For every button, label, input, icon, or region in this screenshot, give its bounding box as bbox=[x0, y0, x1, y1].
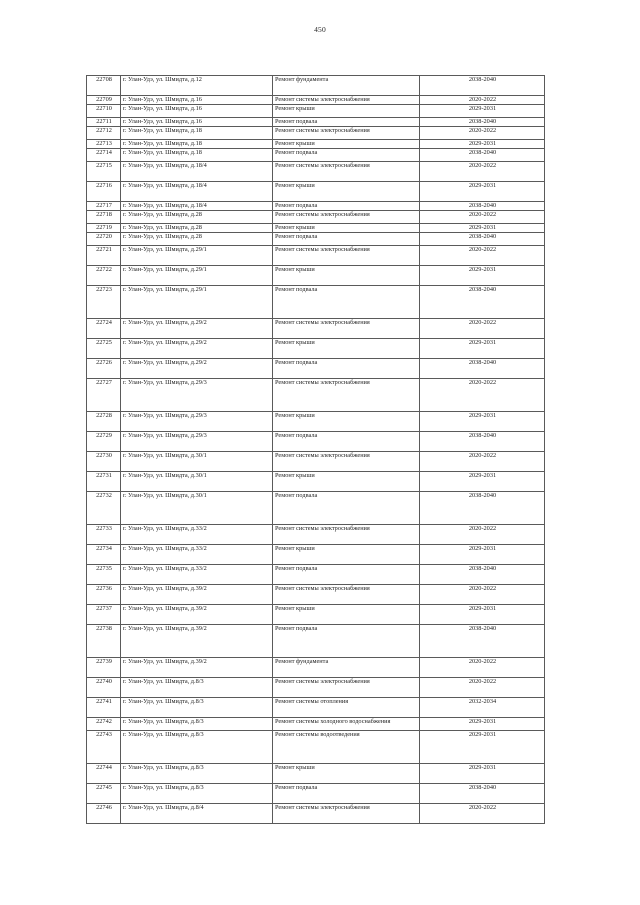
row-address: г. Улан-Удэ, ул. Шмидта, д.29/2 bbox=[121, 319, 273, 339]
row-work-type: Ремонт системы электроснабжения bbox=[273, 379, 420, 412]
table-row bbox=[87, 545, 545, 565]
row-work-type: Ремонт системы электроснабжения bbox=[273, 127, 420, 140]
row-period: 2020-2022 bbox=[420, 162, 545, 182]
row-period: 2020-2022 bbox=[420, 678, 545, 698]
row-work-type: Ремонт подвала bbox=[273, 784, 420, 804]
row-work-type: Ремонт подвала bbox=[273, 118, 420, 127]
row-address: г. Улан-Удэ, ул. Шмидта, д.30/1 bbox=[121, 492, 273, 525]
row-number: 22738 bbox=[87, 625, 121, 658]
row-work-type: Ремонт подвала bbox=[273, 432, 420, 452]
row-period: 2029-2031 bbox=[420, 731, 545, 764]
row-work-type: Ремонт системы электроснабжения bbox=[273, 585, 420, 605]
table-row bbox=[87, 246, 545, 266]
row-address: г. Улан-Удэ, ул. Шмидта, д.29/1 bbox=[121, 246, 273, 266]
row-period: 2020-2022 bbox=[420, 211, 545, 224]
row-number: 22721 bbox=[87, 246, 121, 266]
row-period: 2020-2022 bbox=[420, 585, 545, 605]
row-number: 22715 bbox=[87, 162, 121, 182]
row-period: 2020-2022 bbox=[420, 452, 545, 472]
row-number: 22743 bbox=[87, 731, 121, 764]
row-number: 22735 bbox=[87, 565, 121, 585]
row-number: 22709 bbox=[87, 96, 121, 105]
row-number: 22708 bbox=[87, 76, 121, 96]
row-work-type: Ремонт системы электроснабжения bbox=[273, 525, 420, 545]
row-work-type: Ремонт крыши bbox=[273, 224, 420, 233]
table-row bbox=[87, 492, 545, 525]
row-work-type: Ремонт подвала bbox=[273, 202, 420, 211]
table-row bbox=[87, 764, 545, 784]
row-number: 22745 bbox=[87, 784, 121, 804]
row-address: г. Улан-Удэ, ул. Шмидта, д.39/2 bbox=[121, 585, 273, 605]
row-period: 2029-2031 bbox=[420, 224, 545, 233]
row-number: 22717 bbox=[87, 202, 121, 211]
row-address: г. Улан-Удэ, ул. Шмидта, д.29/1 bbox=[121, 286, 273, 319]
row-address: г. Улан-Удэ, ул. Шмидта, д.29/2 bbox=[121, 339, 273, 359]
table-row bbox=[87, 339, 545, 359]
row-work-type: Ремонт системы отопления bbox=[273, 698, 420, 718]
row-period: 2038-2040 bbox=[420, 625, 545, 658]
table-row bbox=[87, 804, 545, 824]
row-period: 2038-2040 bbox=[420, 202, 545, 211]
row-address: г. Улан-Удэ, ул. Шмидта, д.33/2 bbox=[121, 525, 273, 545]
row-work-type: Ремонт системы электроснабжения bbox=[273, 452, 420, 472]
row-work-type: Ремонт подвала bbox=[273, 233, 420, 246]
row-work-type: Ремонт крыши bbox=[273, 140, 420, 149]
table-row bbox=[87, 359, 545, 379]
table-row bbox=[87, 162, 545, 182]
row-period: 2029-2031 bbox=[420, 412, 545, 432]
table-row bbox=[87, 605, 545, 625]
row-number: 22736 bbox=[87, 585, 121, 605]
row-number: 22712 bbox=[87, 127, 121, 140]
row-address: г. Улан-Удэ, ул. Шмидта, д.8/3 bbox=[121, 764, 273, 784]
row-work-type: Ремонт крыши bbox=[273, 105, 420, 118]
row-number: 22741 bbox=[87, 698, 121, 718]
table-row bbox=[87, 412, 545, 432]
row-work-type: Ремонт системы электроснабжения bbox=[273, 319, 420, 339]
row-period: 2020-2022 bbox=[420, 379, 545, 412]
row-number: 22718 bbox=[87, 211, 121, 224]
row-period: 2029-2031 bbox=[420, 605, 545, 625]
row-number: 22729 bbox=[87, 432, 121, 452]
row-number: 22719 bbox=[87, 224, 121, 233]
row-address: г. Улан-Удэ, ул. Шмидта, д.18/4 bbox=[121, 182, 273, 202]
row-period: 2020-2022 bbox=[420, 525, 545, 545]
table-row bbox=[87, 472, 545, 492]
row-address: г. Улан-Удэ, ул. Шмидта, д.29/3 bbox=[121, 379, 273, 412]
table-row bbox=[87, 96, 545, 105]
row-address: г. Улан-Удэ, ул. Шмидта, д.18 bbox=[121, 127, 273, 140]
row-number: 22742 bbox=[87, 718, 121, 731]
row-address: г. Улан-Удэ, ул. Шмидта, д.18/4 bbox=[121, 202, 273, 211]
table-row bbox=[87, 140, 545, 149]
row-work-type: Ремонт системы электроснабжения bbox=[273, 804, 420, 824]
table-row bbox=[87, 319, 545, 339]
row-period: 2038-2040 bbox=[420, 784, 545, 804]
row-period: 2020-2022 bbox=[420, 319, 545, 339]
row-period: 2038-2040 bbox=[420, 76, 545, 96]
row-number: 22723 bbox=[87, 286, 121, 319]
row-period: 2038-2040 bbox=[420, 286, 545, 319]
row-number: 22716 bbox=[87, 182, 121, 202]
table-row bbox=[87, 525, 545, 545]
row-period: 2038-2040 bbox=[420, 565, 545, 585]
row-address: г. Улан-Удэ, ул. Шмидта, д.18/4 bbox=[121, 162, 273, 182]
row-work-type: Ремонт системы электроснабжения bbox=[273, 96, 420, 105]
row-work-type: Ремонт крыши bbox=[273, 605, 420, 625]
table-row bbox=[87, 224, 545, 233]
row-work-type: Ремонт фундамента bbox=[273, 658, 420, 678]
row-address: г. Улан-Удэ, ул. Шмидта, д.28 bbox=[121, 233, 273, 246]
row-number: 22727 bbox=[87, 379, 121, 412]
row-work-type: Ремонт крыши bbox=[273, 266, 420, 286]
row-number: 22730 bbox=[87, 452, 121, 472]
row-number: 22725 bbox=[87, 339, 121, 359]
row-work-type: Ремонт подвала bbox=[273, 286, 420, 319]
row-work-type: Ремонт системы водоотведения bbox=[273, 731, 420, 764]
row-period: 2038-2040 bbox=[420, 118, 545, 127]
table-row bbox=[87, 678, 545, 698]
table-row bbox=[87, 118, 545, 127]
row-work-type: Ремонт крыши bbox=[273, 412, 420, 432]
row-work-type: Ремонт крыши bbox=[273, 545, 420, 565]
table-row bbox=[87, 379, 545, 412]
row-number: 22744 bbox=[87, 764, 121, 784]
table-row bbox=[87, 286, 545, 319]
row-period: 2038-2040 bbox=[420, 233, 545, 246]
row-address: г. Улан-Удэ, ул. Шмидта, д.39/2 bbox=[121, 605, 273, 625]
row-period: 2029-2031 bbox=[420, 718, 545, 731]
row-work-type: Ремонт системы электроснабжения bbox=[273, 211, 420, 224]
row-number: 22734 bbox=[87, 545, 121, 565]
page-number: 450 bbox=[314, 25, 326, 34]
row-address: г. Улан-Удэ, ул. Шмидта, д.28 bbox=[121, 224, 273, 233]
table-row bbox=[87, 565, 545, 585]
row-work-type: Ремонт крыши bbox=[273, 339, 420, 359]
row-period: 2038-2040 bbox=[420, 492, 545, 525]
row-period: 2032-2034 bbox=[420, 698, 545, 718]
table-row bbox=[87, 211, 545, 224]
table-row bbox=[87, 105, 545, 118]
table-row bbox=[87, 698, 545, 718]
row-period: 2029-2031 bbox=[420, 140, 545, 149]
row-period: 2029-2031 bbox=[420, 105, 545, 118]
row-address: г. Улан-Удэ, ул. Шмидта, д.29/2 bbox=[121, 359, 273, 379]
row-address: г. Улан-Удэ, ул. Шмидта, д.30/1 bbox=[121, 472, 273, 492]
row-number: 22746 bbox=[87, 804, 121, 824]
row-number: 22713 bbox=[87, 140, 121, 149]
table-row bbox=[87, 266, 545, 286]
row-work-type: Ремонт подвала bbox=[273, 149, 420, 162]
table-row bbox=[87, 452, 545, 472]
row-period: 2029-2031 bbox=[420, 339, 545, 359]
row-address: г. Улан-Удэ, ул. Шмидта, д.29/3 bbox=[121, 412, 273, 432]
row-number: 22724 bbox=[87, 319, 121, 339]
row-work-type: Ремонт крыши bbox=[273, 182, 420, 202]
row-work-type: Ремонт крыши bbox=[273, 472, 420, 492]
row-number: 22732 bbox=[87, 492, 121, 525]
row-period: 2020-2022 bbox=[420, 96, 545, 105]
table-row bbox=[87, 585, 545, 605]
table-body bbox=[87, 76, 545, 824]
row-address: г. Улан-Удэ, ул. Шмидта, д.28 bbox=[121, 211, 273, 224]
row-period: 2029-2031 bbox=[420, 472, 545, 492]
row-number: 22710 bbox=[87, 105, 121, 118]
row-period: 2038-2040 bbox=[420, 432, 545, 452]
row-work-type: Ремонт фундамента bbox=[273, 76, 420, 96]
row-period: 2029-2031 bbox=[420, 764, 545, 784]
row-address: г. Улан-Удэ, ул. Шмидта, д.8/3 bbox=[121, 698, 273, 718]
row-number: 22739 bbox=[87, 658, 121, 678]
row-period: 2020-2022 bbox=[420, 127, 545, 140]
row-work-type: Ремонт подвала bbox=[273, 359, 420, 379]
row-address: г. Улан-Удэ, ул. Шмидта, д.8/3 bbox=[121, 731, 273, 764]
row-address: г. Улан-Удэ, ул. Шмидта, д.12 bbox=[121, 76, 273, 96]
row-number: 22731 bbox=[87, 472, 121, 492]
row-work-type: Ремонт подвала bbox=[273, 625, 420, 658]
table-row bbox=[87, 202, 545, 211]
row-address: г. Улан-Удэ, ул. Шмидта, д.39/2 bbox=[121, 625, 273, 658]
row-address: г. Улан-Удэ, ул. Шмидта, д.30/1 bbox=[121, 452, 273, 472]
row-period: 2029-2031 bbox=[420, 545, 545, 565]
row-work-type: Ремонт подвала bbox=[273, 492, 420, 525]
row-address: г. Улан-Удэ, ул. Шмидта, д.8/3 bbox=[121, 718, 273, 731]
row-address: г. Улан-Удэ, ул. Шмидта, д.16 bbox=[121, 118, 273, 127]
row-address: г. Улан-Удэ, ул. Шмидта, д.29/3 bbox=[121, 432, 273, 452]
row-period: 2038-2040 bbox=[420, 359, 545, 379]
row-address: г. Улан-Удэ, ул. Шмидта, д.8/4 bbox=[121, 804, 273, 824]
row-number: 22711 bbox=[87, 118, 121, 127]
row-number: 22720 bbox=[87, 233, 121, 246]
row-work-type: Ремонт системы электроснабжения bbox=[273, 162, 420, 182]
row-number: 22737 bbox=[87, 605, 121, 625]
row-period: 2029-2031 bbox=[420, 266, 545, 286]
row-work-type: Ремонт системы электроснабжения bbox=[273, 246, 420, 266]
table-row bbox=[87, 233, 545, 246]
row-period: 2038-2040 bbox=[420, 149, 545, 162]
row-number: 22726 bbox=[87, 359, 121, 379]
row-number: 22714 bbox=[87, 149, 121, 162]
row-address: г. Улан-Удэ, ул. Шмидта, д.16 bbox=[121, 96, 273, 105]
row-period: 2020-2022 bbox=[420, 658, 545, 678]
row-number: 22733 bbox=[87, 525, 121, 545]
table-row bbox=[87, 625, 545, 658]
row-address: г. Улан-Удэ, ул. Шмидта, д.33/2 bbox=[121, 545, 273, 565]
table-row bbox=[87, 784, 545, 804]
row-address: г. Улан-Удэ, ул. Шмидта, д.18 bbox=[121, 149, 273, 162]
table-row bbox=[87, 76, 545, 96]
table-row bbox=[87, 658, 545, 678]
row-address: г. Улан-Удэ, ул. Шмидта, д.8/3 bbox=[121, 678, 273, 698]
row-work-type: Ремонт системы электроснабжения bbox=[273, 678, 420, 698]
repair-schedule-table bbox=[86, 75, 545, 824]
row-address: г. Улан-Удэ, ул. Шмидта, д.8/3 bbox=[121, 784, 273, 804]
row-number: 22728 bbox=[87, 412, 121, 432]
table-row bbox=[87, 127, 545, 140]
row-number: 22722 bbox=[87, 266, 121, 286]
row-address: г. Улан-Удэ, ул. Шмидта, д.39/2 bbox=[121, 658, 273, 678]
row-address: г. Улан-Удэ, ул. Шмидта, д.18 bbox=[121, 140, 273, 149]
row-period: 2029-2031 bbox=[420, 182, 545, 202]
row-period: 2020-2022 bbox=[420, 804, 545, 824]
table-row bbox=[87, 182, 545, 202]
row-number: 22740 bbox=[87, 678, 121, 698]
table-row bbox=[87, 731, 545, 764]
row-address: г. Улан-Удэ, ул. Шмидта, д.16 bbox=[121, 105, 273, 118]
row-address: г. Улан-Удэ, ул. Шмидта, д.29/1 bbox=[121, 266, 273, 286]
table-row bbox=[87, 149, 545, 162]
table-row bbox=[87, 432, 545, 452]
row-work-type: Ремонт подвала bbox=[273, 565, 420, 585]
row-work-type: Ремонт системы холодного водоснабжения bbox=[273, 718, 420, 731]
row-period: 2020-2022 bbox=[420, 246, 545, 266]
row-work-type: Ремонт крыши bbox=[273, 764, 420, 784]
row-address: г. Улан-Удэ, ул. Шмидта, д.33/2 bbox=[121, 565, 273, 585]
table-row bbox=[87, 718, 545, 731]
